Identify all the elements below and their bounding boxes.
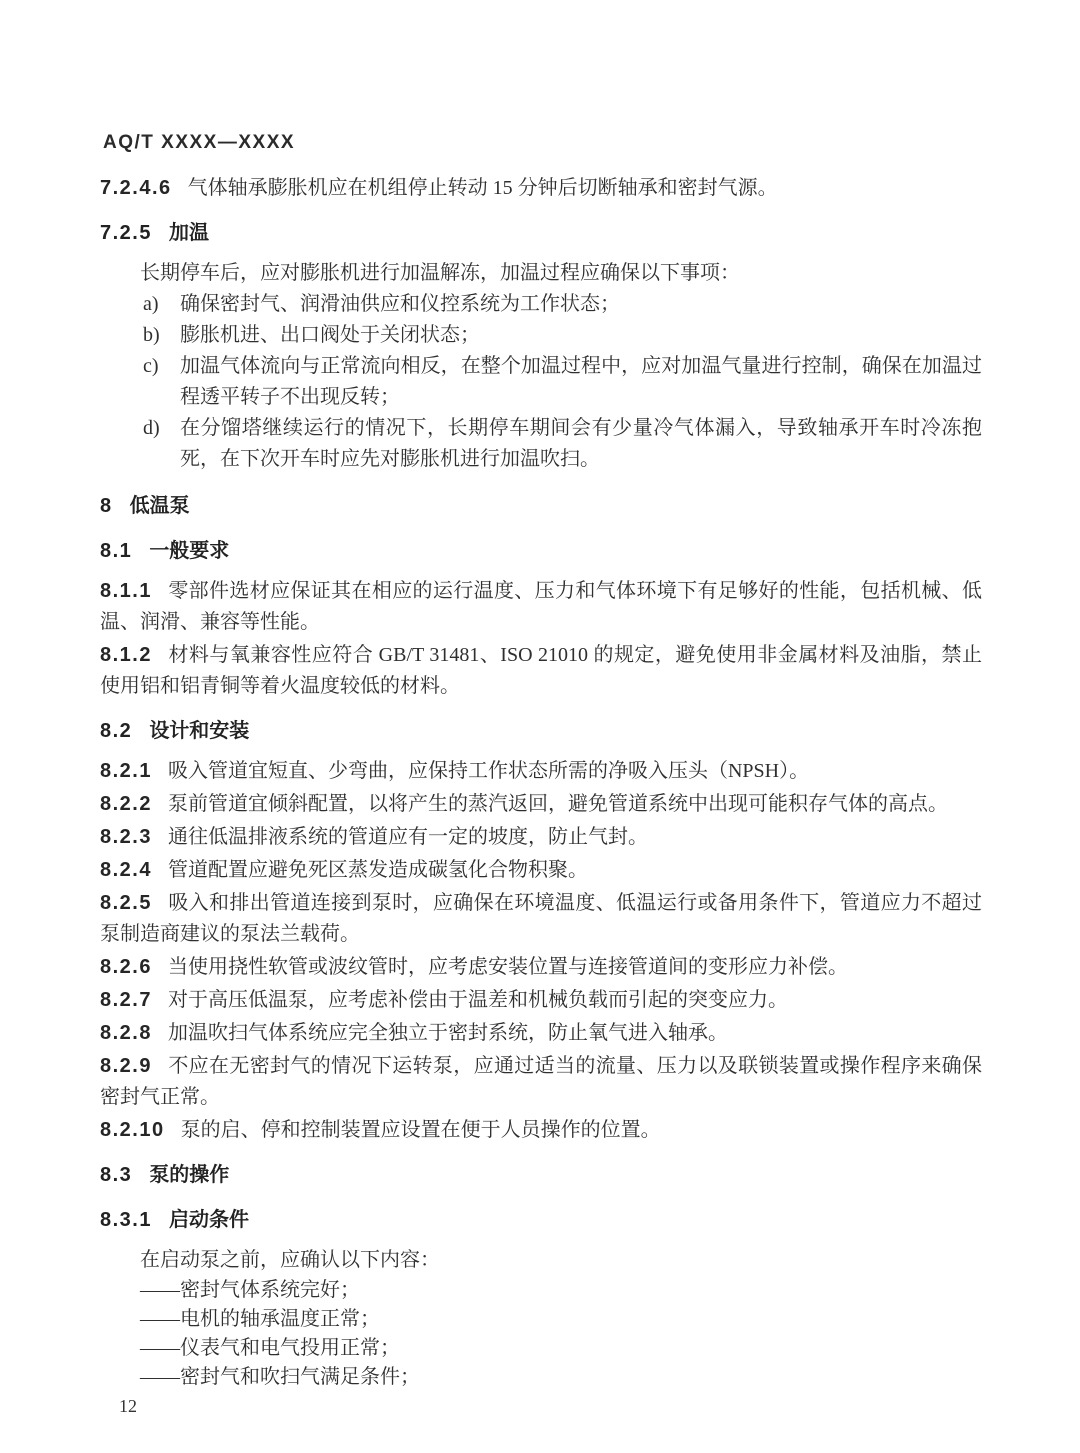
dash-list-item: ——仪表气和电气投用正常； bbox=[140, 1337, 400, 1359]
clause-paragraph bbox=[100, 640, 982, 702]
clause-paragraph bbox=[100, 1115, 982, 1146]
clause-number: 8.2.2 bbox=[100, 793, 152, 815]
clause-paragraph bbox=[100, 952, 982, 983]
section-heading bbox=[100, 1160, 982, 1191]
list-item-text: 加温气体流向与正常流向相反，在整个加温过程中，应对加温气量进行控制，确保在加温过程透平转子不出现反转； bbox=[180, 355, 982, 408]
heading-number: 8 bbox=[100, 495, 113, 517]
section-heading bbox=[100, 218, 982, 249]
clause-number: 8.1.2 bbox=[100, 644, 152, 666]
clause-number: 7.2.4.6 bbox=[100, 177, 172, 199]
clause-paragraph bbox=[100, 576, 982, 638]
clause-number: 8.2.1 bbox=[100, 760, 152, 782]
clause-paragraph bbox=[100, 822, 982, 853]
clause-text: 泵前管道宜倾斜配置，以将产生的蒸汽返回，避免管道系统中出现可能积存气体的高点。 bbox=[167, 793, 948, 815]
clause-text: 当使用挠性软管或波纹管时，应考虑安装位置与连接管道间的变形应力补偿。 bbox=[167, 956, 848, 978]
lettered-list-item bbox=[100, 289, 982, 320]
clause-paragraph bbox=[100, 173, 982, 204]
heading-text: 设计和安装 bbox=[149, 720, 250, 742]
clause-text: 零部件选材应保证其在相应的运行温度、压力和气体环境下有足够好的性能，包括机械、低温、润滑、兼容等性能。 bbox=[100, 580, 982, 633]
list-item-text: 在分馏塔继续运行的情况下，长期停车期间会有少量冷气体漏入，导致轴承开车时冷冻抱死，在下次开车时应先对膨胀机进行加温吹扫。 bbox=[180, 417, 982, 470]
list-item-text: 膨胀机进、出口阀处于关闭状态； bbox=[180, 324, 480, 346]
clause-paragraph bbox=[100, 789, 982, 820]
clause-paragraph bbox=[100, 1018, 982, 1049]
clause-text: 通往低温排液系统的管道应有一定的坡度，防止气封。 bbox=[167, 826, 648, 848]
clause-text: 对于高压低温泵，应考虑补偿由于温差和机械负载而引起的突变应力。 bbox=[167, 989, 788, 1011]
clause-text: 管道配置应避免死区蒸发造成碳氢化合物积聚。 bbox=[167, 859, 588, 881]
section-heading bbox=[100, 536, 982, 567]
lettered-list-item bbox=[100, 413, 982, 475]
heading-text: 泵的操作 bbox=[149, 1164, 230, 1186]
clause-text: 吸入和排出管道连接到泵时，应确保在环境温度、低温运行或备用条件下，管道应力不超过泵制造商建议的泵法兰载荷。 bbox=[100, 892, 982, 945]
list-marker: c) bbox=[143, 355, 159, 377]
page-header-standard-number: AQ/T XXXX—XXXX bbox=[103, 132, 296, 153]
clause-number: 8.2.5 bbox=[100, 892, 152, 914]
clause-number: 8.2.3 bbox=[100, 826, 152, 848]
dash-list-item: ——电机的轴承温度正常； bbox=[140, 1308, 380, 1330]
dash-list-item: ——密封气体系统完好； bbox=[140, 1279, 360, 1301]
heading-number: 8.2 bbox=[100, 720, 133, 742]
heading-number: 8.3 bbox=[100, 1164, 133, 1186]
clause-text: 气体轴承膨胀机应在机组停止转动 15 分钟后切断轴承和密封气源。 bbox=[187, 177, 778, 199]
clause-number: 8.2.9 bbox=[100, 1055, 152, 1077]
dash-list-item: ——密封气和吹扫气满足条件； bbox=[140, 1366, 420, 1388]
clause-text: 不应在无密封气的情况下运转泵，应通过适当的流量、压力以及联锁装置或操作程序来确保密封气正常。 bbox=[100, 1055, 982, 1108]
list-marker: d) bbox=[143, 417, 160, 439]
heading-text: 启动条件 bbox=[168, 1209, 249, 1231]
page-number: 12 bbox=[119, 1396, 137, 1416]
heading-text: 加温 bbox=[168, 222, 209, 244]
heading-number: 8.1 bbox=[100, 540, 133, 562]
clause-number: 8.2.7 bbox=[100, 989, 152, 1011]
chapter-heading bbox=[100, 491, 982, 522]
heading-text: 低温泵 bbox=[129, 495, 190, 517]
document-body bbox=[100, 172, 982, 1392]
list-marker: a) bbox=[143, 293, 159, 315]
body-paragraph: 在启动泵之前，应确认以下内容： bbox=[140, 1249, 440, 1271]
heading-text: 一般要求 bbox=[149, 540, 230, 562]
heading-number: 8.3.1 bbox=[100, 1209, 152, 1231]
clause-paragraph bbox=[100, 756, 982, 787]
clause-number: 8.2.6 bbox=[100, 956, 152, 978]
clause-paragraph bbox=[100, 985, 982, 1016]
clause-text: 吸入管道宜短直、少弯曲，应保持工作状态所需的净吸入压头（NPSH）。 bbox=[167, 760, 810, 782]
clause-paragraph bbox=[100, 855, 982, 886]
list-item-text: 确保密封气、润滑油供应和仪控系统为工作状态； bbox=[180, 293, 620, 315]
clause-paragraph bbox=[100, 888, 982, 950]
clause-number: 8.2.4 bbox=[100, 859, 152, 881]
clause-text: 泵的启、停和控制装置应设置在便于人员操作的位置。 bbox=[180, 1119, 661, 1141]
lettered-list-item bbox=[100, 320, 982, 351]
lettered-list-item bbox=[100, 351, 982, 413]
clause-paragraph bbox=[100, 1051, 982, 1113]
clause-text: 加温吹扫气体系统应完全独立于密封系统，防止氧气进入轴承。 bbox=[167, 1022, 728, 1044]
heading-number: 7.2.5 bbox=[100, 222, 152, 244]
clause-number: 8.1.1 bbox=[100, 580, 152, 602]
section-heading bbox=[100, 1205, 982, 1236]
clause-number: 8.2.8 bbox=[100, 1022, 152, 1044]
body-paragraph: 长期停车后，应对膨胀机进行加温解冻，加温过程应确保以下事项： bbox=[140, 262, 740, 284]
section-heading bbox=[100, 716, 982, 747]
clause-text: 材料与氧兼容性应符合 GB/T 31481、ISO 21010 的规定，避免使用非金属材料及油脂，禁止使用铝和铝青铜等着火温度较低的材料。 bbox=[100, 644, 982, 697]
clause-number: 8.2.10 bbox=[100, 1119, 165, 1141]
list-marker: b) bbox=[143, 324, 160, 346]
